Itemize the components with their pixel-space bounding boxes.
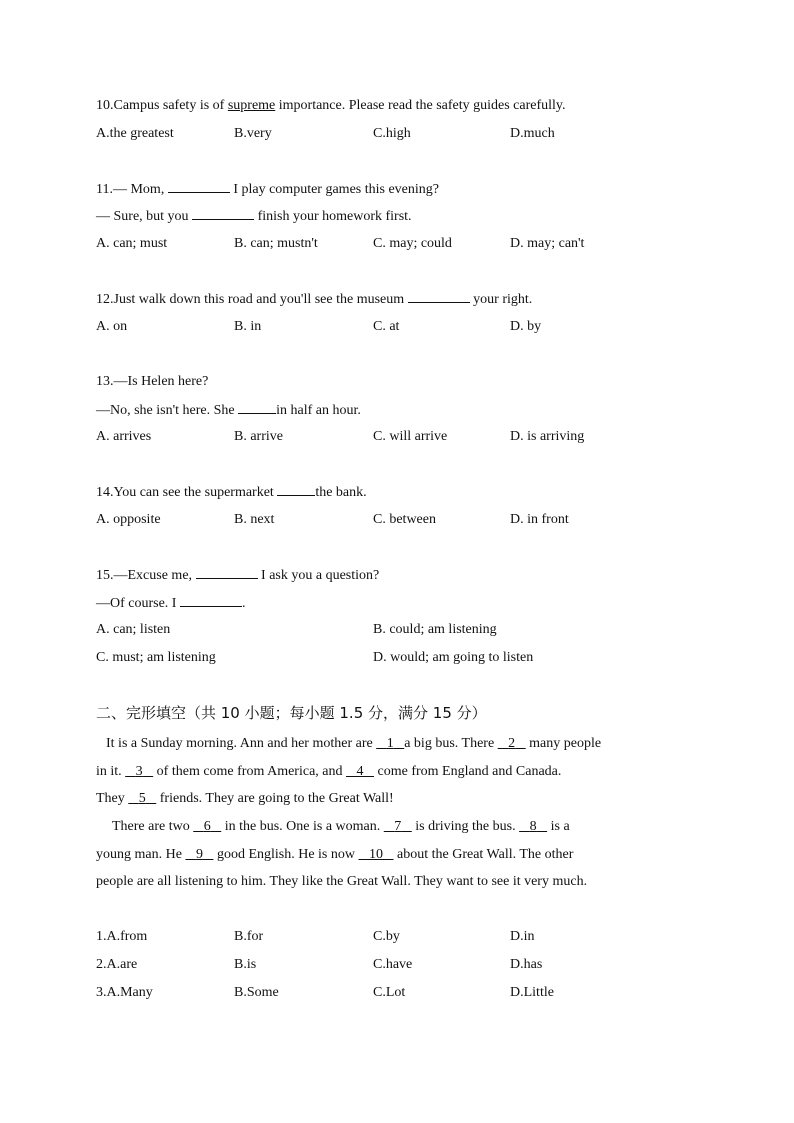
passage-line-5 <box>96 846 573 864</box>
passage-line-6: people are all listening to him. They like the Great Wall. They want to see it very much. <box>96 874 588 889</box>
passage-text: about the Great Wall. The other <box>393 847 574 862</box>
q13-line2-end: in half an hour. <box>276 403 361 418</box>
q12-stem <box>96 290 532 309</box>
blank-3-number: 3 <box>135 764 143 779</box>
q10-option-c: C.high <box>373 126 411 141</box>
blank-6-number: 6 <box>203 819 211 834</box>
q13-option-a: A. arrives <box>96 429 152 444</box>
q15-option-c: C. must; am listening <box>96 650 216 665</box>
q10-stem-start: 10.Campus safety is of <box>96 98 228 113</box>
blank-1-number: 1 <box>386 736 394 751</box>
q11-line1 <box>96 180 439 199</box>
blank-9 <box>185 847 213 862</box>
passage-text: many people <box>525 736 602 751</box>
q14-stem-start: 14.You can see the supermarket <box>96 485 278 500</box>
cloze-1-option-b: B.for <box>234 929 264 944</box>
q11-option-b: B. can; mustn't <box>234 236 318 251</box>
q11-line1-end: I play computer games this evening? <box>229 182 439 197</box>
q15-line2-start: —Of course. I <box>96 596 180 611</box>
q12-option-a: A. on <box>96 319 128 334</box>
q15-blank-2 <box>180 594 242 607</box>
passage-text: come from England and Canada. <box>374 764 562 779</box>
q10-option-a: A.the greatest <box>96 126 174 141</box>
passage-line-2 <box>96 763 561 781</box>
q15-line1 <box>96 566 379 585</box>
blank-2-number: 2 <box>508 736 516 751</box>
cloze-2-option-d: D.has <box>510 957 543 972</box>
blank-8-number: 8 <box>529 819 537 834</box>
q12-option-c: C. at <box>373 319 400 334</box>
passage-text: is driving the bus. <box>411 819 520 834</box>
q15-line1-end: I ask you a question? <box>257 568 380 583</box>
blank-10 <box>359 847 394 862</box>
cloze-1-option-a: 1.A.from <box>96 929 148 944</box>
blank-7 <box>384 819 412 834</box>
cloze-1-option-d: D.in <box>510 929 535 944</box>
blank-2 <box>498 736 526 751</box>
q15-line2-end: . <box>241 596 246 611</box>
blank-4 <box>346 764 374 779</box>
q13-option-d: D. is arriving <box>510 429 585 444</box>
passage-text: They <box>96 791 129 806</box>
q11-line1-start: 11.— Mom, <box>96 182 168 197</box>
q14-option-c: C. between <box>373 512 436 527</box>
passage-text: is a <box>547 819 570 834</box>
q10-option-d: D.much <box>510 126 555 141</box>
passage-line-3 <box>96 790 394 808</box>
q14-option-a: A. opposite <box>96 512 161 527</box>
q14-stem-end: the bank. <box>315 485 367 500</box>
cloze-3-option-a: 3.A.Many <box>96 985 153 1000</box>
q11-line2-start: — Sure, but you <box>96 209 193 224</box>
q13-line1: 13.—Is Helen here? <box>96 374 209 389</box>
q12-stem-start: 12.Just walk down this road and you'll see the museum <box>96 292 408 307</box>
cloze-2-option-a: 2.A.are <box>96 957 138 972</box>
cloze-3-option-b: B.Some <box>234 985 279 1000</box>
passage-text: friends. They are going to the Great Wall! <box>156 791 394 806</box>
passage-line-4 <box>112 818 570 836</box>
q14-blank <box>277 483 315 496</box>
blank-5-number: 5 <box>138 791 146 806</box>
passage-text: in it. <box>96 764 126 779</box>
blank-6 <box>193 819 221 834</box>
q13-line2-start: —No, she isn't here. She <box>96 403 239 418</box>
cloze-2-option-b: B.is <box>234 957 257 972</box>
q13-option-b: B. arrive <box>234 429 283 444</box>
q10-stem <box>96 97 566 115</box>
q13-blank <box>238 401 276 414</box>
passage-text: young man. He <box>96 847 186 862</box>
q15-option-b: B. could; am listening <box>373 622 497 637</box>
q11-option-d: D. may; can't <box>510 236 585 251</box>
q13-option-c: C. will arrive <box>373 429 448 444</box>
q12-option-d: D. by <box>510 319 542 334</box>
blank-3 <box>125 764 153 779</box>
q10-stem-end: importance. Please read the safety guides carefully. <box>275 98 566 113</box>
blank-10-number: 10 <box>369 847 383 862</box>
q12-stem-end: your right. <box>469 292 533 307</box>
cloze-2-option-c: C.have <box>373 957 413 972</box>
q14-option-b: B. next <box>234 512 275 527</box>
cloze-3-option-c: C.Lot <box>373 985 406 1000</box>
q12-blank <box>408 290 470 303</box>
q15-option-d: D. would; am going to listen <box>373 650 534 665</box>
q13-line2 <box>96 401 361 420</box>
q15-line1-start: 15.—Excuse me, <box>96 568 196 583</box>
passage-text: It is a Sunday morning. Ann and her mother are <box>106 736 377 751</box>
passage-text: a big bus. There <box>404 736 498 751</box>
q10-option-b: B.very <box>234 126 272 141</box>
cloze-3-option-d: D.Little <box>510 985 554 1000</box>
blank-4-number: 4 <box>356 764 364 779</box>
q11-line2-end: finish your homework first. <box>254 209 412 224</box>
passage-text: of them come from America, and <box>153 764 346 779</box>
blank-5 <box>128 791 156 806</box>
blank-7-number: 7 <box>394 819 402 834</box>
passage-text: There are two <box>112 819 194 834</box>
q12-option-b: B. in <box>234 319 262 334</box>
q14-stem <box>96 483 367 502</box>
q15-option-a: A. can; listen <box>96 622 171 637</box>
q11-option-a: A. can; must <box>96 236 168 251</box>
passage-text: good English. He is now <box>213 847 359 862</box>
section-heading-cloze: 二、完形填空（共 10 小题；每小题 1.5 分，满分 15 分） <box>96 704 487 722</box>
blank-8 <box>519 819 547 834</box>
q10-underlined-word: supreme <box>227 98 276 113</box>
passage-text: in the bus. One is a woman. <box>221 819 384 834</box>
q11-blank-2 <box>192 207 254 220</box>
passage-line-1 <box>106 735 601 753</box>
q15-blank-1 <box>196 566 258 579</box>
q11-line2 <box>96 207 412 226</box>
blank-9-number: 9 <box>195 847 203 862</box>
q15-line2 <box>96 594 245 613</box>
q14-option-d: D. in front <box>510 512 569 527</box>
q11-blank-1 <box>168 180 230 193</box>
q11-option-c: C. may; could <box>373 236 452 251</box>
cloze-1-option-c: C.by <box>373 929 400 944</box>
blank-1 <box>376 736 404 751</box>
